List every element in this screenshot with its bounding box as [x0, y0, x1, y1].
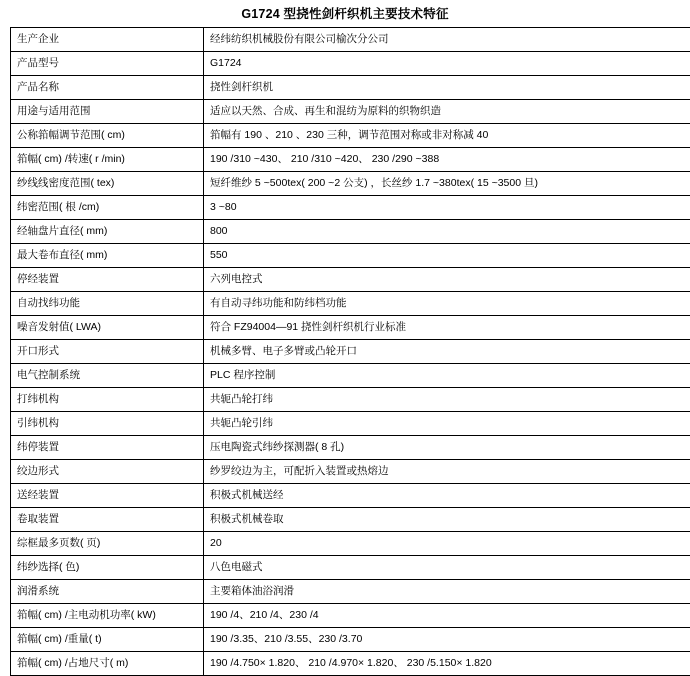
row-label: 产品名称: [11, 76, 204, 100]
table-row: [11, 604, 690, 628]
row-value: 纱罗绞边为主，可配折入装置或热熔边: [204, 460, 690, 484]
row-label: 纬纱选择( 色): [11, 556, 204, 580]
table-body: [11, 28, 690, 676]
row-label: 筘幅( cm) /占地尺寸( m): [11, 652, 204, 676]
table-row: [11, 244, 690, 268]
row-label: 综框最多页数( 页): [11, 532, 204, 556]
table-row: [11, 340, 690, 364]
table-row: [11, 172, 690, 196]
row-label: 筘幅( cm) /重量( t): [11, 628, 204, 652]
row-label: 送经装置: [11, 484, 204, 508]
row-label: 电气控制系统: [11, 364, 204, 388]
table-row: [11, 460, 690, 484]
row-value: 筘幅有 190 、210 、230 三种，调节范围对称或非对称减 40: [204, 124, 690, 148]
table-row: [11, 268, 690, 292]
table-row: [11, 652, 690, 676]
row-label: 纬停装置: [11, 436, 204, 460]
row-value: 190 /4.750× 1.820、 210 /4.970× 1.820、 230 /5.150× 1.820: [204, 652, 690, 676]
table-row: [11, 148, 690, 172]
row-value: 3 ~80: [204, 196, 690, 220]
row-label: 产品型号: [11, 52, 204, 76]
table-row: [11, 124, 690, 148]
row-value: 压电陶瓷式纬纱探测器( 8 孔): [204, 436, 690, 460]
table-row: [11, 628, 690, 652]
row-value: 挠性剑杆织机: [204, 76, 690, 100]
row-label: 生产企业: [11, 28, 204, 52]
row-label: 筘幅( cm) /主电动机功率( kW): [11, 604, 204, 628]
row-label: 筘幅( cm) /转速( r /min): [11, 148, 204, 172]
row-label: 绞边形式: [11, 460, 204, 484]
table-row: [11, 436, 690, 460]
table-row: [11, 292, 690, 316]
row-value: 八色电磁式: [204, 556, 690, 580]
table-row: [11, 580, 690, 604]
table-row: [11, 196, 690, 220]
row-label: 润滑系统: [11, 580, 204, 604]
row-value: 机械多臂、电子多臂或凸轮开口: [204, 340, 690, 364]
row-value: 主要箱体油浴润滑: [204, 580, 690, 604]
row-label: 开口形式: [11, 340, 204, 364]
row-label: 经轴盘片直径( mm): [11, 220, 204, 244]
row-value: 190 /3.35、210 /3.55、230 /3.70: [204, 628, 690, 652]
table-row: [11, 316, 690, 340]
row-label: 用途与适用范围: [11, 100, 204, 124]
row-value: 六列电控式: [204, 268, 690, 292]
row-label: 噪音发射值( LWA): [11, 316, 204, 340]
row-value: 550: [204, 244, 690, 268]
row-label: 纬密范围( 根 /cm): [11, 196, 204, 220]
row-value: PLC 程序控制: [204, 364, 690, 388]
row-value: 积极式机械卷取: [204, 508, 690, 532]
table-row: [11, 388, 690, 412]
table-row: [11, 28, 690, 52]
table-row: [11, 412, 690, 436]
row-value: G1724: [204, 52, 690, 76]
row-value: 190 /310 ~430、 210 /310 ~420、 230 /290 ~388: [204, 148, 690, 172]
row-label: 停经装置: [11, 268, 204, 292]
table-row: [11, 52, 690, 76]
row-label: 纱线线密度范围( tex): [11, 172, 204, 196]
table-row: [11, 220, 690, 244]
table-row: [11, 508, 690, 532]
row-label: 最大卷布直径( mm): [11, 244, 204, 268]
row-value: 经纬纺织机械股份有限公司榆次分公司: [204, 28, 690, 52]
row-value: 短纤维纱 5 ~500tex( 200 ~2 公支) ，长丝纱 1.7 ~380tex( 15 ~3500 旦): [204, 172, 690, 196]
row-value: 有自动寻纬功能和防纬档功能: [204, 292, 690, 316]
row-value: 适应以天然、合成、再生和混纺为原料的织物织造: [204, 100, 690, 124]
row-value: 190 /4、210 /4、230 /4: [204, 604, 690, 628]
row-value: 共轭凸轮打纬: [204, 388, 690, 412]
table-row: [11, 556, 690, 580]
row-label: 卷取装置: [11, 508, 204, 532]
row-label: 公称筘幅调节范围( cm): [11, 124, 204, 148]
row-value: 积极式机械送经: [204, 484, 690, 508]
row-label: 打纬机构: [11, 388, 204, 412]
table-row: [11, 484, 690, 508]
row-value: 共轭凸轮引纬: [204, 412, 690, 436]
table-row: [11, 364, 690, 388]
table-row: [11, 76, 690, 100]
row-label: 自动找纬功能: [11, 292, 204, 316]
table-row: [11, 100, 690, 124]
row-label: 引纬机构: [11, 412, 204, 436]
row-value: 800: [204, 220, 690, 244]
row-value: 20: [204, 532, 690, 556]
row-value: 符合 FZ94004—91 挠性剑杆织机行业标准: [204, 316, 690, 340]
table-row: [11, 532, 690, 556]
specification-table: [10, 27, 690, 676]
page-title: G1724 型挠性剑杆织机主要技术特征: [10, 6, 680, 22]
